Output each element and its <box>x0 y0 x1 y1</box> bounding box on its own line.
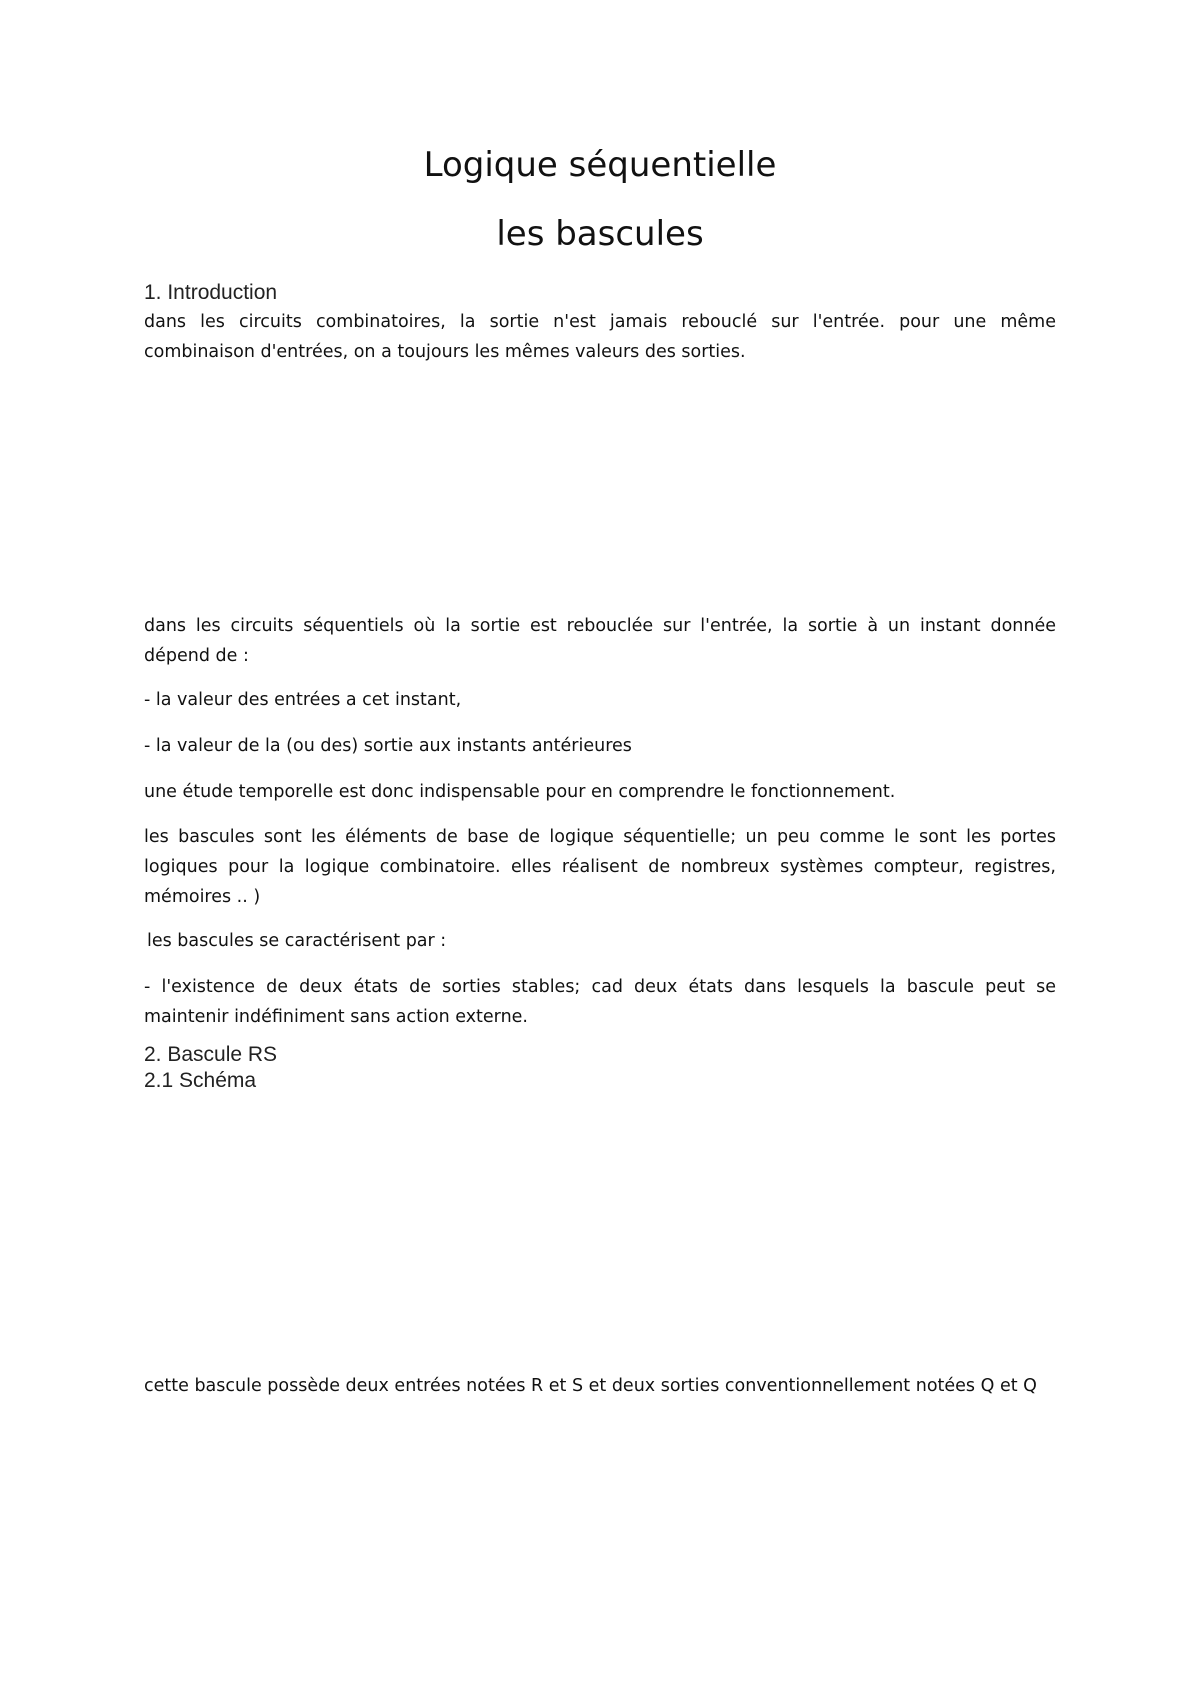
document-subtitle: les bascules <box>496 214 704 254</box>
subsection-heading-schema: 2.1 Schéma <box>144 1069 257 1092</box>
characteristic-item: - l'existence de deux états de sorties stables; cad deux états dans lesquels la bascule peut se maintenir indéfiniment sans action externe. <box>144 977 1056 1027</box>
characteristics-intro: les bascules se caractérisent par : <box>147 931 447 951</box>
section-heading-introduction: 1. Introduction <box>144 281 278 304</box>
bullet-item-outputs: - la valeur de la (ou des) sortie aux instants antérieures <box>144 736 632 756</box>
temporal-study-paragraph: une étude temporelle est donc indispensable pour en comprendre le fonctionnement. <box>144 782 896 802</box>
intro-paragraph: dans les circuits combinatoires, la sortie n'est jamais rebouclé sur l'entrée. pour une même combinaison d'entrées, on a toujours les mêmes valeurs des sorties. <box>144 312 1056 362</box>
bascules-paragraph: les bascules sont les éléments de base de logique séquentielle; un peu comme le sont les portes logiques pour la logique combinatoire. elles réalisent de nombreux systèmes compteur, registres, mémoires .. ) <box>144 827 1056 907</box>
document-title: Logique séquentielle <box>423 145 777 185</box>
section-heading-bascule-rs: 2. Bascule RS <box>144 1043 278 1066</box>
sequential-paragraph: dans les circuits séquentiels où la sortie est rebouclée sur l'entrée, la sortie à un instant donnée dépend de : <box>144 616 1056 666</box>
rs-description: cette bascule possède deux entrées notées R et S et deux sorties conventionnellement notées Q et Q <box>144 1376 1037 1396</box>
bullet-item-inputs: - la valeur des entrées a cet instant, <box>144 690 462 710</box>
blank-schema-area <box>144 1105 1056 1355</box>
blank-figure-area <box>144 370 1056 600</box>
